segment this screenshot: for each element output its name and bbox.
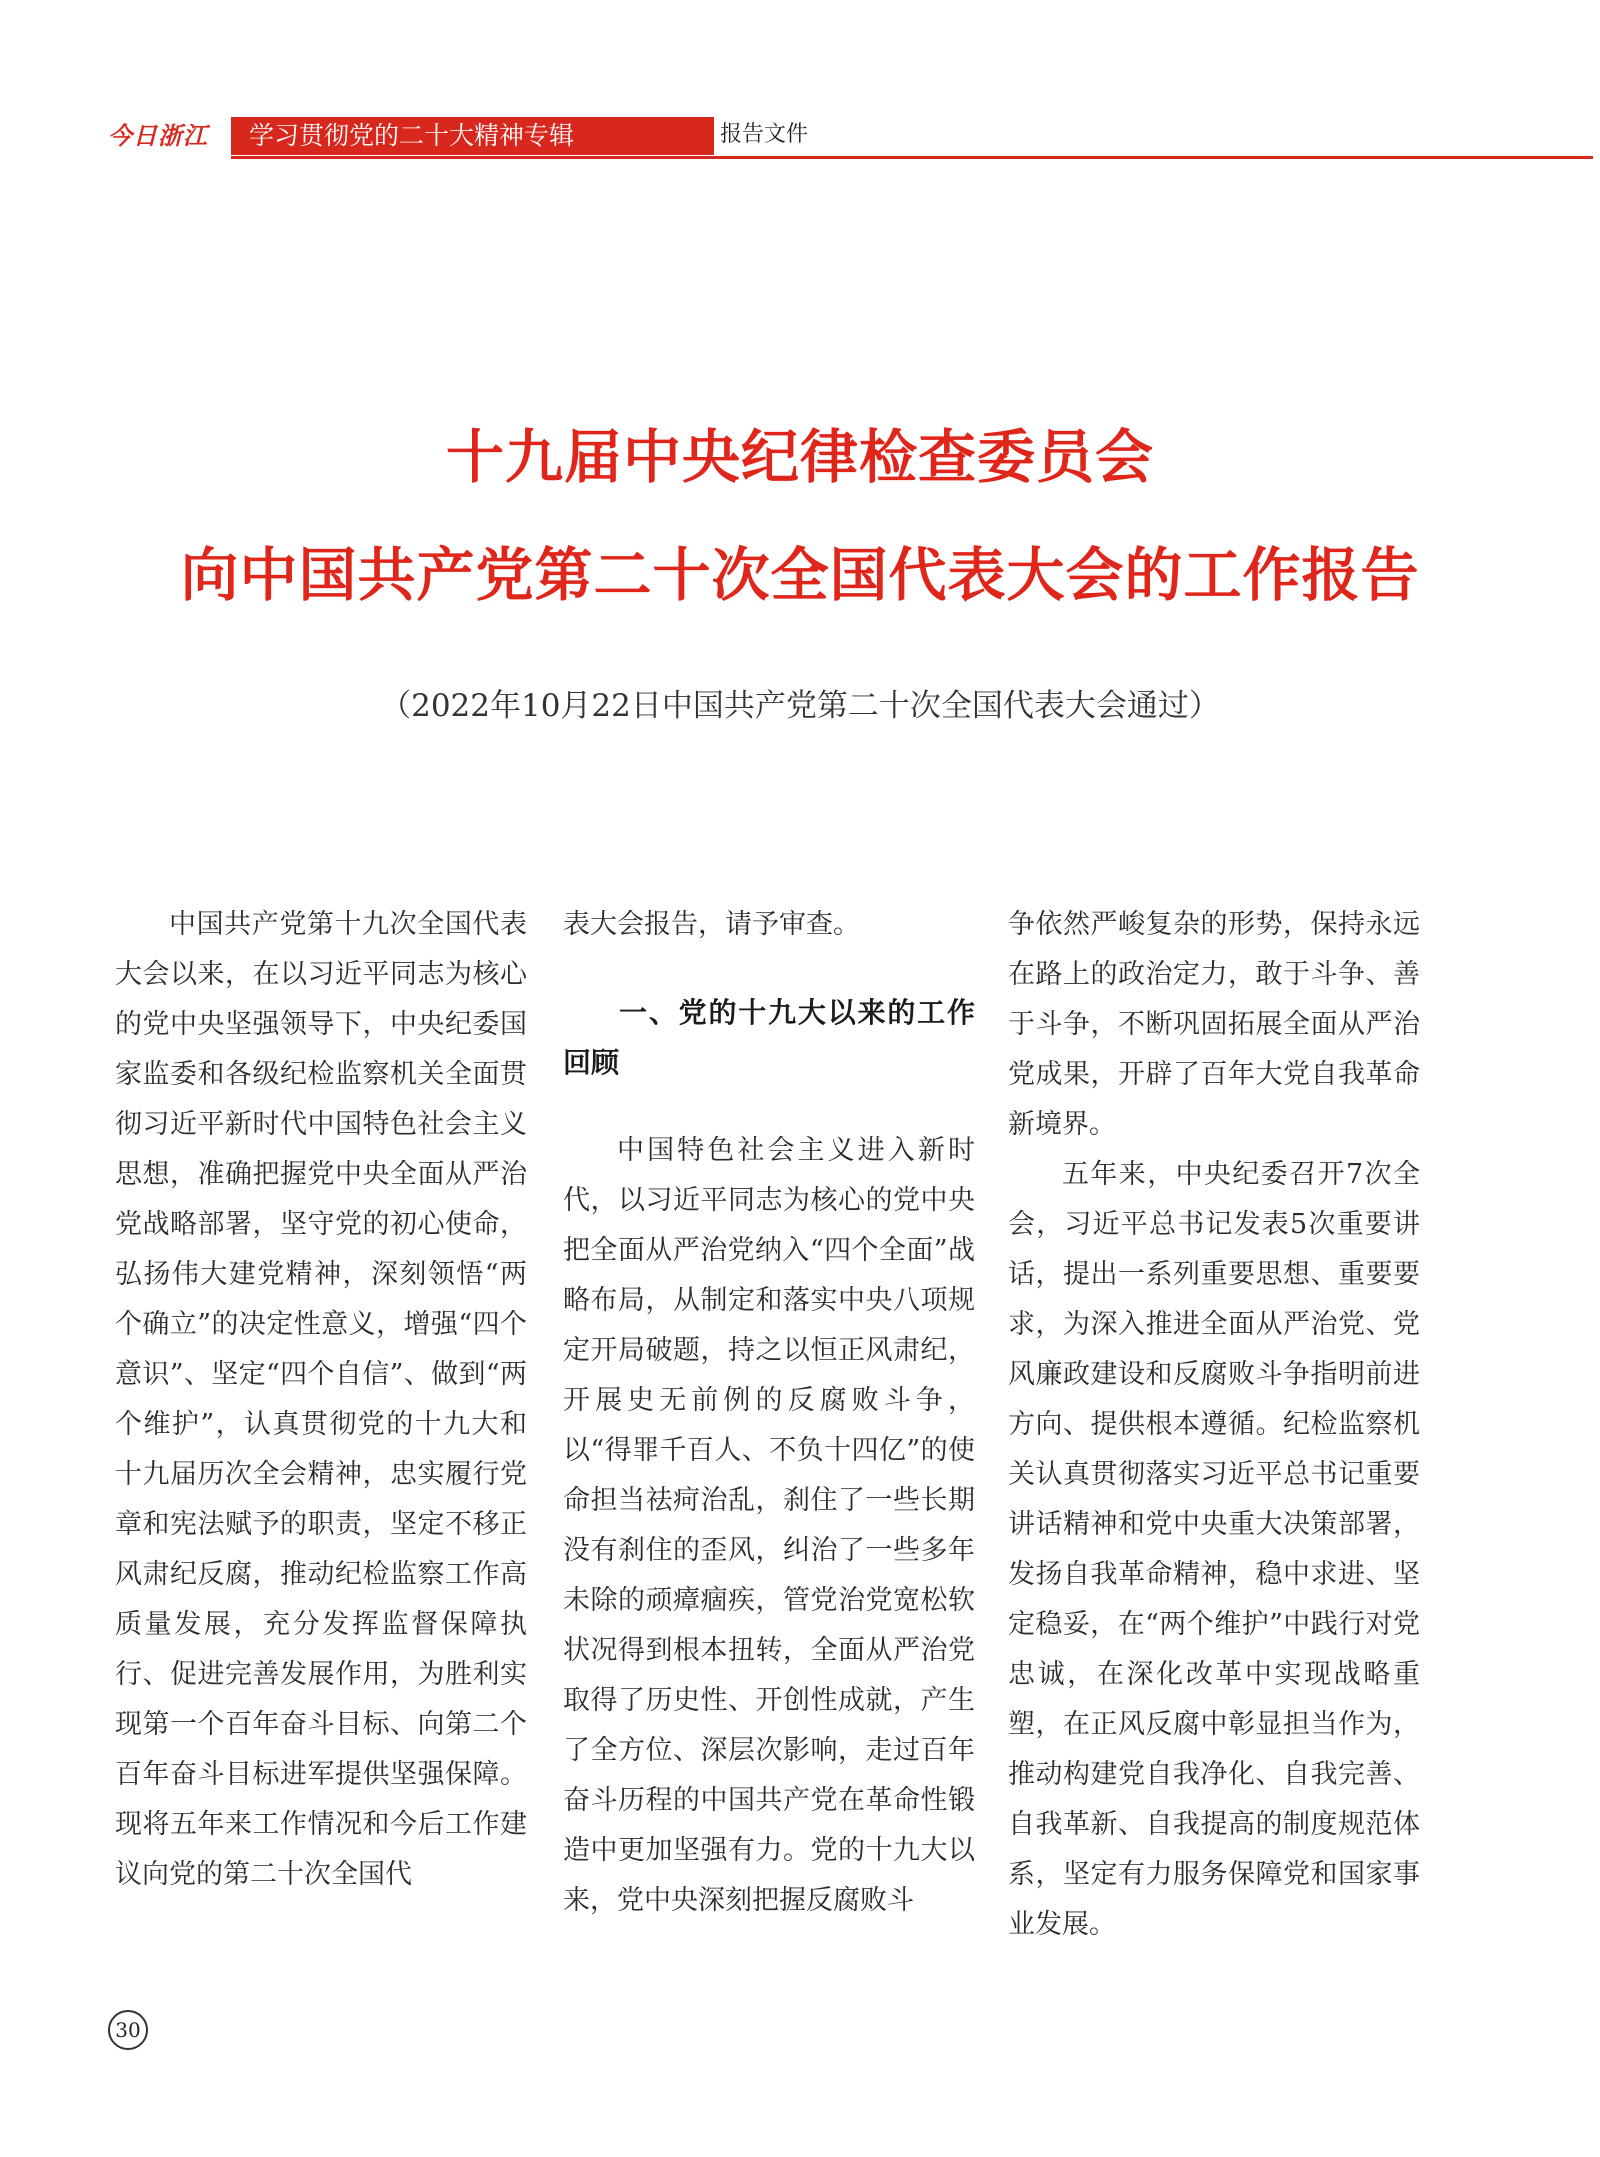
text-column-3 (1008, 900, 1420, 1950)
report-title-line2: 向中国共产党第二十次全国代表大会的工作报告 (180, 541, 1420, 609)
page-number: 30 (108, 2010, 148, 2050)
text-column-1 (115, 900, 527, 1900)
paragraph-review: 中国特色社会主义进入新时代，以习近平同志为核心的党中央把全面从严治党纳入“四个全面”战略布局，从制定和落实中央八项规定开局破题，持之以恒正风肃纪，开展史无前例的反腐败斗争，以“得罪千百人、不负十四亿”的使命担当祛疴治乱，刹住了一些长期没有刹住的歪风，纠治了一些多年未除的顽瘴痼疾，管党治党宽松软状况得到根本扭转，全面从严治党取得了历史性、开创性成就，产生了全方位、深层次影响，走过百年奋斗历程的中国共产党在革命性锻造中更加坚强有力。党的十九大以来，党中央深刻把握反腐败斗 (563, 1135, 975, 1916)
paragraph-review-continued: 争依然严峻复杂的形势，保持永远在路上的政治定力，敢于斗争、善于斗争，不断巩固拓展全面从严治党成果，开辟了百年大党自我革命新境界。 (1008, 909, 1420, 1140)
report-title-line1: 十九届中央纪律检查委员会 (445, 423, 1154, 491)
page-header (108, 114, 1600, 160)
paragraph-intro: 中国共产党第十九次全国代表大会以来，在以习近平同志为核心的党中央坚强领导下，中央纪委国家监委和各级纪检监察机关全面贯彻习近平新时代中国特色社会主义思想，准确把握党中央全面从严治党战略部署，坚守党的初心使命，弘扬伟大建党精神，深刻领悟“两个确立”的决定性意义，增强“四个意识”、坚定“四个自信”、做到“两个维护”，认真贯彻党的十九大和十九届历次全会精神，忠实履行党章和宪法赋予的职责，坚定不移正风肃纪反腐，推动纪检监察工作高质量发展，充分发挥监督保障执行、促进完善发展作用，为胜利实现第一个百年奋斗目标、向第二个百年奋斗目标进军提供坚强保障。现将五年来工作情况和今后工作建议向党的第二十次全国代 (115, 909, 527, 1890)
section-tag: 报告文件 (720, 122, 809, 147)
brand-logo: 今日浙江 (108, 121, 208, 150)
special-issue-tag: 学习贯彻党的二十大精神专辑 (231, 117, 714, 155)
paragraph-intro-continued: 表大会报告，请予审查。 (563, 909, 860, 940)
header-rule (231, 156, 1593, 159)
report-subtitle: （2022年10月22日中国共产党第二十次全国代表大会通过） (380, 688, 1220, 724)
section-heading: 一、党的十九大以来的工作回顾 (563, 996, 975, 1079)
text-column-2 (563, 900, 975, 1926)
paragraph-five-years: 五年来，中央纪委召开7次全会，习近平总书记发表5次重要讲话，提出一系列重要思想、重要要求，为深入推进全面从严治党、党风廉政建设和反腐败斗争指明前进方向、提供根本遵循。纪检监察机关认真贯彻落实习近平总书记重要讲话精神和党中央重大决策部署，发扬自我革命精神，稳中求进、坚定稳妥，在“两个维护”中践行对党忠诚，在深化改革中实现战略重塑，在正风反腐中彰显担当作为，推动构建党自我净化、自我完善、自我革新、自我提高的制度规范体系，坚定有力服务保障党和国家事业发展。 (1008, 1159, 1420, 1940)
